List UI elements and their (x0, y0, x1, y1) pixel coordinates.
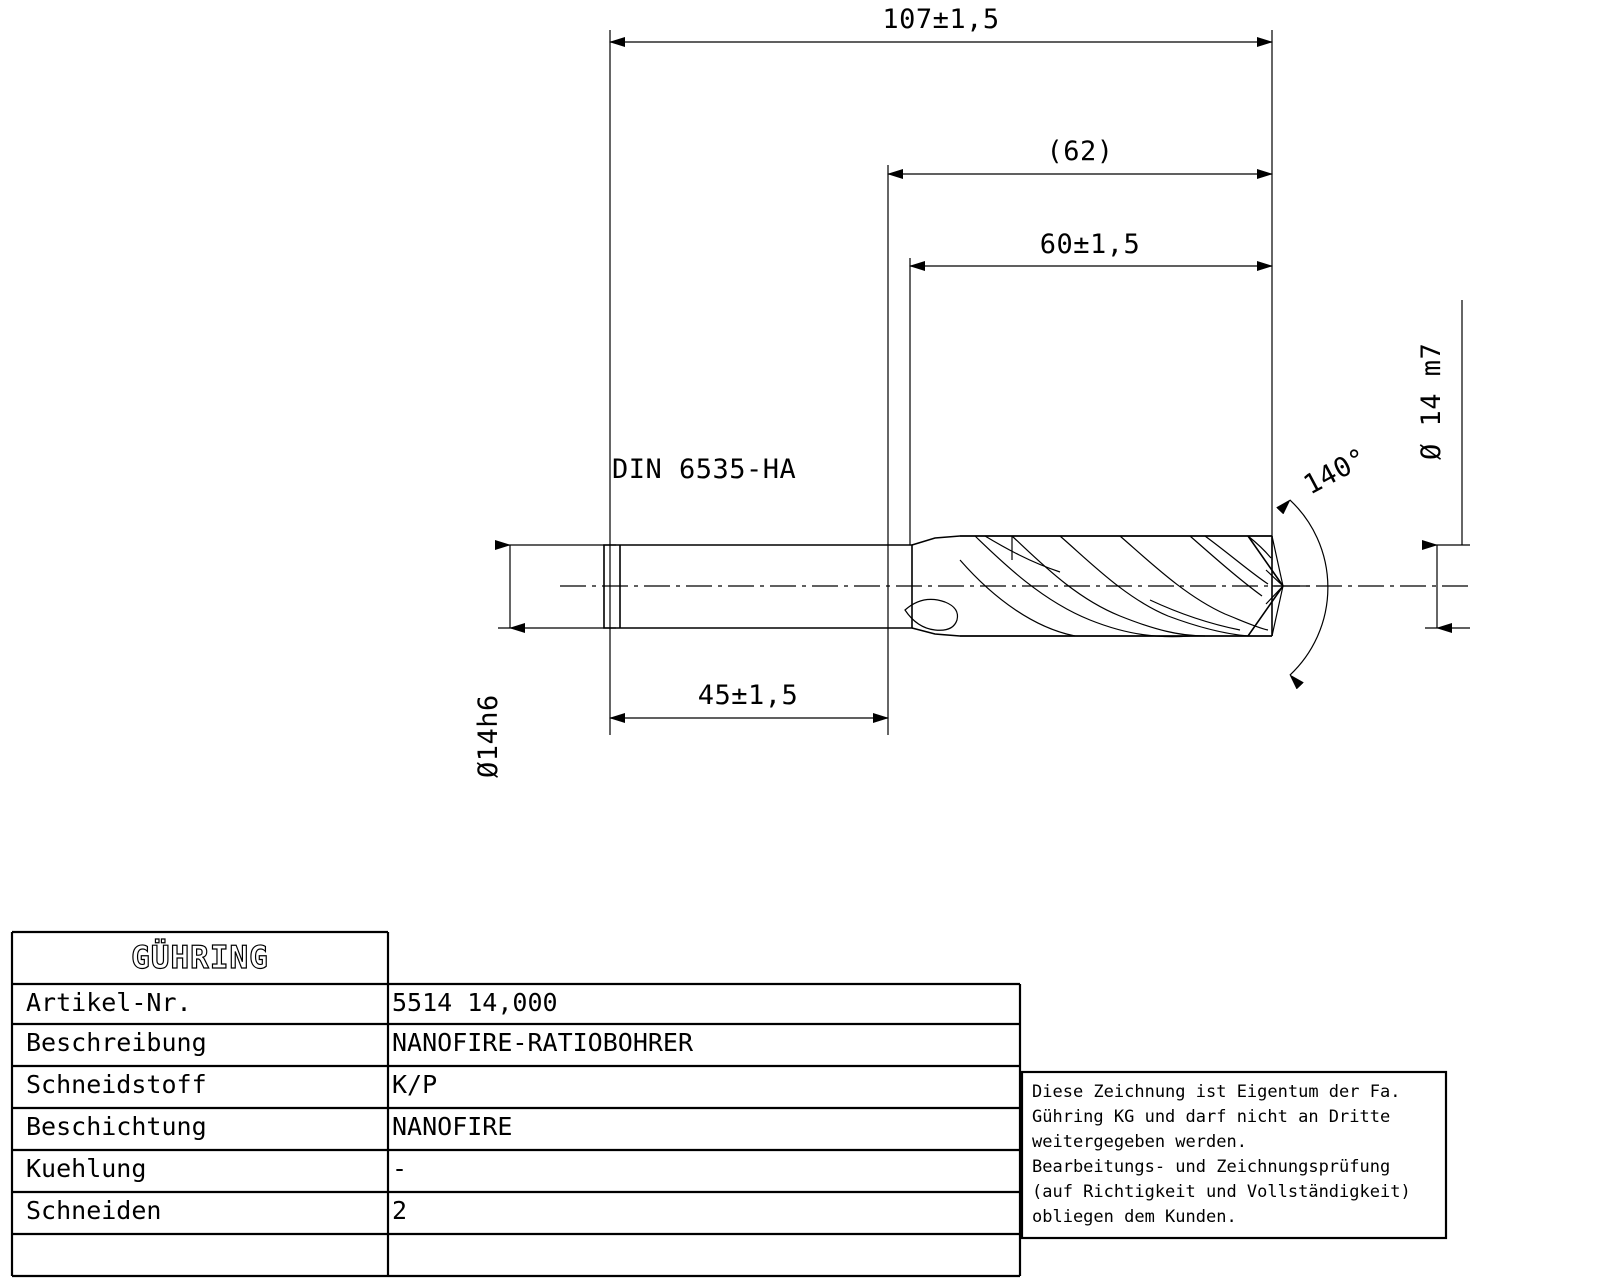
dimension-overall-length-text: 107±1,5 (882, 4, 1000, 35)
row-label-schneiden: Schneiden (26, 1196, 162, 1225)
table-row (12, 1108, 1020, 1150)
disclaimer-line-4: Bearbeitungs- und Zeichnungsprüfung (1032, 1157, 1391, 1177)
row-label-kuehlung: Kuehlung (26, 1154, 147, 1183)
dimension-overall-length (610, 4, 1272, 42)
row-label-beschichtung: Beschichtung (26, 1112, 207, 1141)
dimension-shank-length (610, 680, 888, 718)
dimension-flute-length-text: 60±1,5 (1039, 229, 1141, 260)
row-value-beschichtung: NANOFIRE (392, 1112, 513, 1141)
row-label-artikel-nr: Artikel-Nr. (26, 988, 192, 1017)
disclaimer-line-6: obliegen dem Kunden. (1032, 1207, 1237, 1227)
extension-lines (610, 30, 1462, 735)
row-value-beschreibung: NANOFIRE-RATIOBOHRER (392, 1028, 694, 1057)
dimension-shank-diameter (473, 545, 616, 778)
dimension-flute-reference-text: (62) (1046, 136, 1114, 167)
dimension-shank-length-text: 45±1,5 (697, 680, 799, 711)
disclaimer-line-3: weitergegeben werden. (1032, 1132, 1247, 1152)
disclaimer-text (1032, 1080, 1442, 1230)
dimension-flute-length (910, 229, 1272, 266)
row-value-kuehlung: - (392, 1154, 408, 1183)
disclaimer-line-1: Diese Zeichnung ist Eigentum der Fa. (1032, 1082, 1401, 1102)
row-label-beschreibung: Beschreibung (26, 1028, 207, 1057)
row-value-schneiden: 2 (392, 1196, 408, 1225)
company-logo-text: GÜHRING (131, 940, 269, 976)
disclaimer-line-2: Gühring KG und darf nicht an Dritte (1032, 1107, 1391, 1127)
dimension-cutting-diameter-text: Ø 14 m7 (1416, 342, 1447, 460)
dimension-point-angle (1290, 442, 1372, 675)
table-row (12, 984, 1020, 1024)
row-value-schneidstoff: K/P (392, 1070, 438, 1099)
dimension-shank-diameter-text: Ø14h6 (473, 694, 504, 778)
disclaimer-line-5: (auf Richtigkeit und Vollständigkeit) (1032, 1182, 1411, 1202)
table-row (12, 1150, 1020, 1192)
row-label-schneidstoff: Schneidstoff (26, 1070, 207, 1099)
dimension-point-angle-text: 140° (1298, 442, 1373, 502)
table-row (12, 1192, 1020, 1234)
row-value-artikel-nr: 5514 14,000 (392, 988, 558, 1017)
title-block-rows (12, 984, 1020, 1234)
table-row (12, 1066, 1020, 1108)
dimension-flute-reference (888, 136, 1272, 174)
table-row (12, 1024, 1020, 1066)
company-logo (12, 932, 388, 984)
standard-label: DIN 6535-HA (612, 454, 797, 485)
